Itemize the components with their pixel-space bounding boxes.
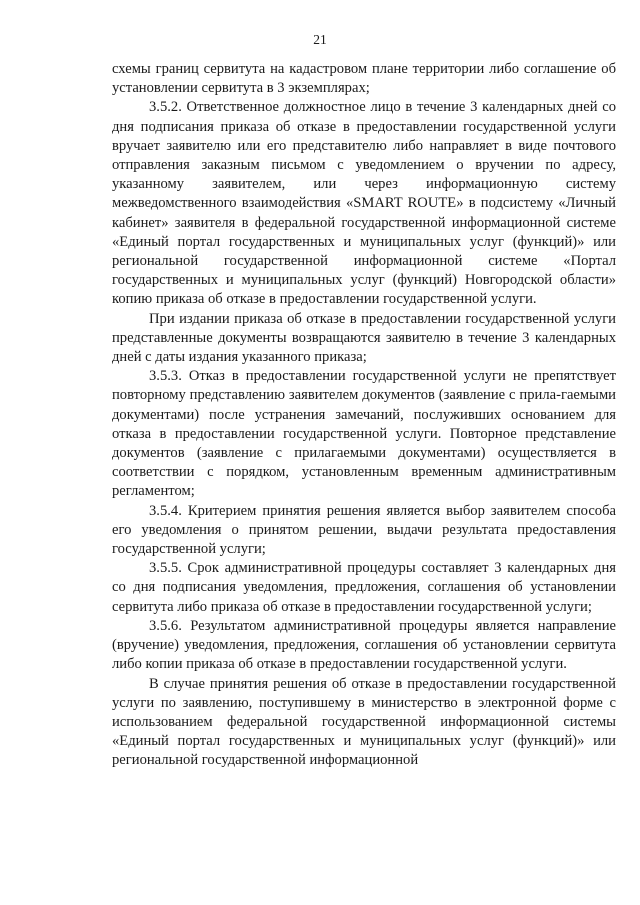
page-number: 21 [313, 32, 327, 47]
paragraph-3-5-4: 3.5.4. Критерием принятия решения является выбор заявителем способа его уведомления о принятом решении, выдачи результата предоставления государственной услуги; [112, 502, 616, 558]
paragraph-3-5-3: 3.5.3. Отказ в предоставлении государственной услуги не препятствует повторному представлению заявителем документов (заявление с прила-гаемыми документами) после устранения замечаний, послуживших основанием для отказа в предоставлении государственной услуги. Повторное представление документов (заявление с прилагаемыми документами) осуществляется в соответствии с порядком, установленным временным административным регламентом; [112, 368, 616, 500]
document-body [112, 60, 616, 771]
paragraph-3-5-5: 3.5.5. Срок административной процедуры составляет 3 календарных дня со дня подписания уведомления, предложения, соглашения об установлении сервитута либо приказа об отказе в предоставлении государственной услуги; [112, 560, 616, 615]
paragraph-3-5-6: 3.5.6. Результатом административной процедуры является направление (вручение) уведомления, предложения, соглашения об установлении сервитута либо копии приказа об отказе в предоставлении государственной услуги. [112, 617, 616, 673]
paragraph-documents-return: При издании приказа об отказе в предоставлении государственной услуги представленные документы возвращаются заявителю в течение 3 календарных дней с даты издания указанного приказа; [112, 310, 616, 366]
paragraph-3-5-2: 3.5.2. Ответственное должностное лицо в течение 3 календарных дней со дня подписания приказа об отказе в предоставлении государственной услуги вручает заявителю или его представителю либо направляет в виде почтового отправления заказным письмом с уведомлением о вручении по адресу, указанному заявителем, или через информационную систему межведомственного взаимодействия «SMART ROUTE» в подсистему «Личный кабинет» заявителя в федеральной государственной информационной системе «Единый портал государственных и муниципальных услуг (функций)» или региональной государственной информационной системе «Портал государственных и муниципальных услуг (функций) Новгородской области» копию приказа об отказе в предоставлении государственной услуги. [112, 99, 616, 308]
paragraph-electronic-refusal: В случае принятия решения об отказе в предоставлении государственной услуги по заявлению, поступившему в министерство в электронной форме с использованием федеральной государственной информационной системы «Единый портал государственных и муниципальных услуг (функций)» или региональной государственной информационной [112, 675, 616, 769]
paragraph-continuation: схемы границ сервитута на кадастровом плане территории либо соглашение об установлении сервитута в 3 экземплярах; [112, 61, 616, 97]
